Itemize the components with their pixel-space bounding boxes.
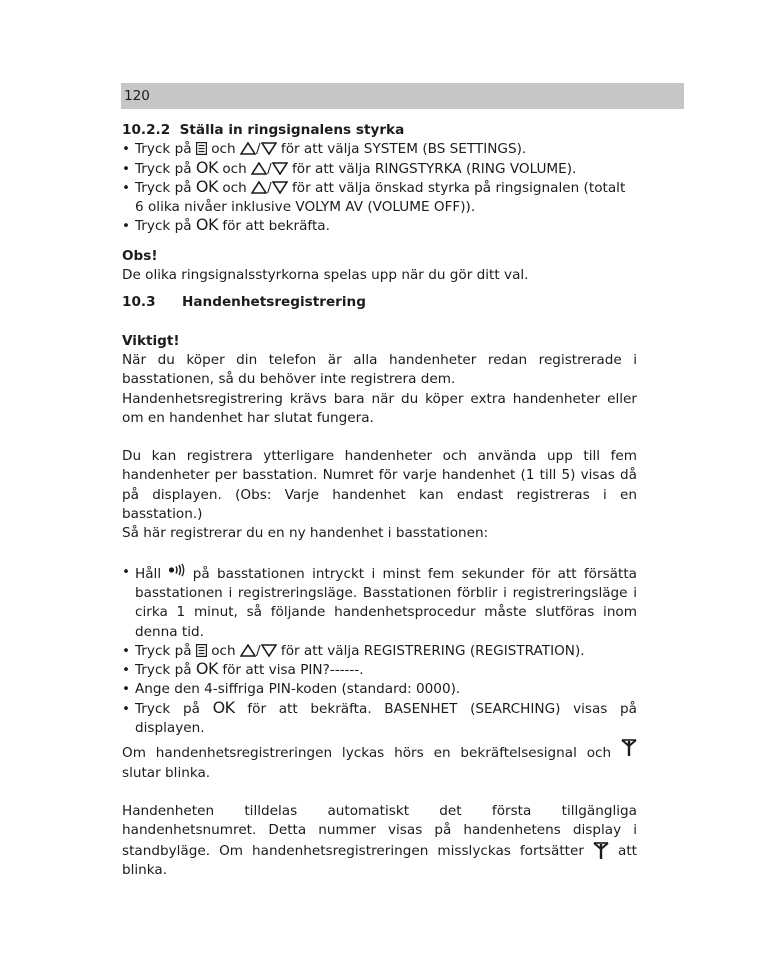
page-content — [122, 121, 637, 880]
paging-key-icon — [168, 563, 185, 577]
up-arrow-icon — [251, 181, 267, 194]
important-title: Viktigt! — [122, 332, 180, 349]
list-item: • Håll på basstationen intryckt i minst fem sekunder för att försätta basstationen i registreringsläge. Basstationen förblir i registreringsläge i cirka 1 minut, så följande handenhetsprocedur måste slutföras inom denna tid. — [122, 563, 637, 640]
antenna-icon — [621, 738, 637, 757]
ok-key: OK — [195, 659, 218, 679]
section-number: 10.3 — [122, 294, 156, 311]
paragraph: Du kan registrera ytterligare handenheter och använda upp till fem handenheter per basstation. Numret för varje handenhet (1 till 5) visas då på displayen. (Obs: Varje handenhet kan endast registreras i en basstation.) — [122, 448, 637, 523]
up-arrow-icon — [251, 162, 267, 175]
ok-key: OK — [195, 176, 218, 196]
paragraph: Handenheten tilldelas automatiskt det första tillgängliga handenhetsnumret. Detta nummer visas på handenhetens display i standbyläge. Om handenhetsregistreringen misslyckas fortsätter att blinka. — [122, 802, 638, 878]
note-title: Obs! — [122, 247, 158, 264]
paragraph: Handenhetsregistrering krävs bara när du köper extra handenheter eller om en handenhet har slutat fungera. — [122, 390, 637, 426]
list-item: • Ange den 4-siffriga PIN-koden (standard: 0000). — [122, 681, 461, 698]
ok-key: OK — [195, 157, 218, 177]
menu-icon — [196, 142, 207, 155]
section-title: Handenhetsregistrering — [182, 294, 366, 311]
up-arrow-icon — [240, 644, 256, 657]
section-heading-10-3 — [122, 293, 637, 312]
paragraph: Så här registrerar du en ny handenhet i basstationen: — [122, 525, 489, 542]
list-item: • Tryck på OK för att bekräfta. BASENHET (SEARCHING) visas på displayen. — [122, 697, 638, 737]
section-title: Ställa in ringsignalens styrka — [179, 122, 405, 138]
down-arrow-icon — [272, 181, 288, 194]
page-number: 120 — [124, 88, 150, 104]
list-item: • Tryck på och / för att välja REGISTRERING (REGISTRATION). — [122, 642, 585, 659]
antenna-icon — [593, 841, 609, 860]
list-item: • Tryck på OK och / för att välja önskad styrka på ringsignalen (totalt 6 olika nivåer inklusive VOLYM AV (VOLUME OFF)). — [122, 176, 626, 216]
section-number: 10.2.2 — [122, 122, 171, 138]
menu-icon — [196, 644, 207, 657]
down-arrow-icon — [261, 644, 277, 657]
section-heading-10-2-2 — [122, 121, 637, 140]
down-arrow-icon — [261, 142, 277, 155]
ok-key: OK — [212, 697, 235, 717]
list-item: • Tryck på OK och / för att välja RINGSTYRKA (RING VOLUME). — [122, 157, 577, 177]
paragraph: När du köper din telefon är alla handenheter redan registrerade i basstationen, så du behöver inte registrera dem. — [122, 351, 637, 388]
up-arrow-icon — [240, 142, 256, 155]
list-item: • Tryck på OK för att visa PIN?------. — [122, 659, 364, 679]
ok-key: OK — [195, 215, 218, 235]
list-item: • Tryck på och / för att välja SYSTEM (BS SETTINGS). — [122, 141, 527, 158]
note-text: De olika ringsignalsstyrkorna spelas upp när du gör ditt val. — [122, 267, 529, 284]
paragraph: Om handenhetsregistreringen lyckas hörs en bekräftelsesignal och slutar blinka. — [122, 738, 637, 783]
page-header-bar — [121, 83, 684, 109]
list-item: • Tryck på OK för att bekräfta. — [122, 215, 330, 235]
down-arrow-icon — [272, 162, 288, 175]
